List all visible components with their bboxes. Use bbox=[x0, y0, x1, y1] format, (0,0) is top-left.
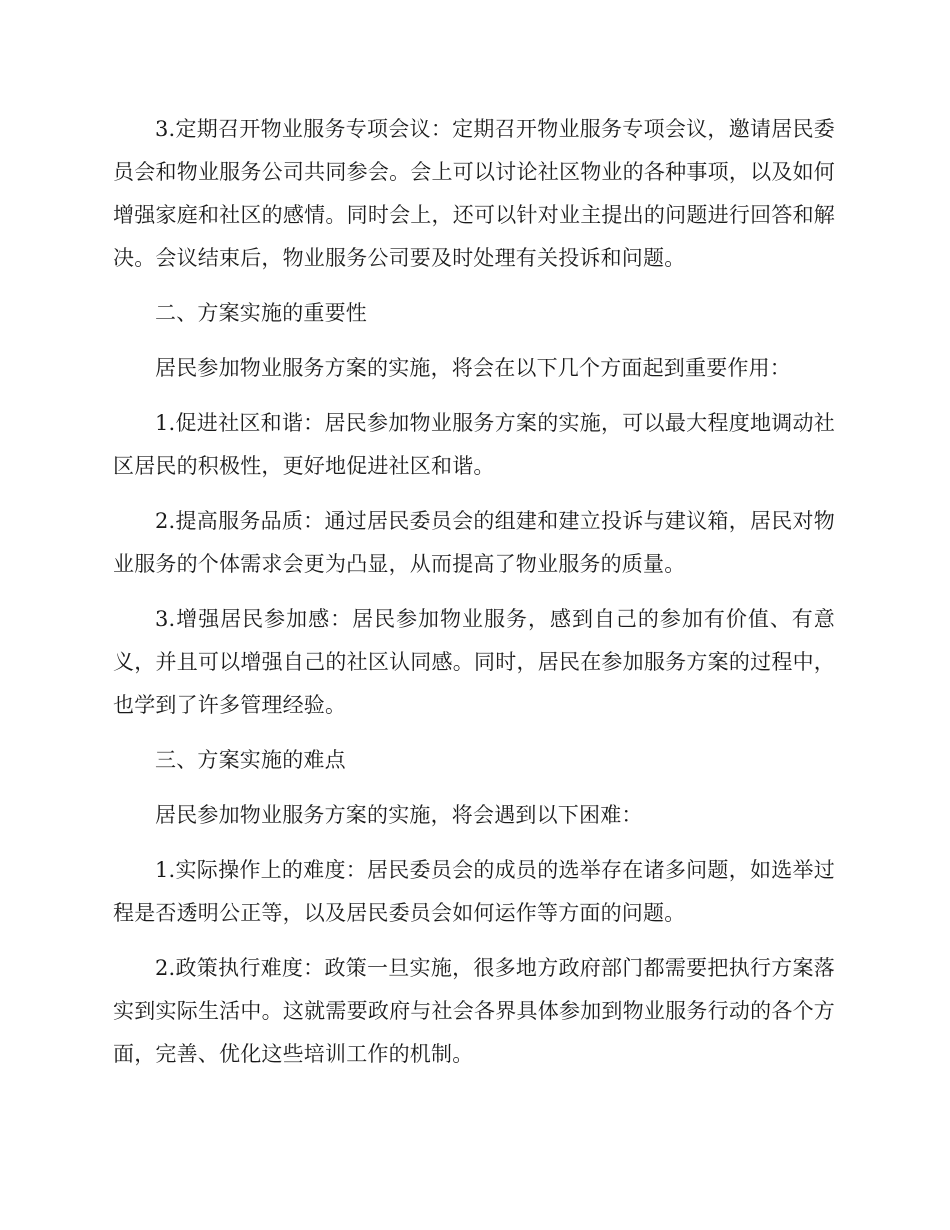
document-body bbox=[113, 108, 835, 1088]
section-heading-importance: 二、方案实施的重要性 bbox=[155, 301, 367, 325]
paragraph-importance-intro: 居民参加物业服务方案的实施，将会在以下几个方面起到重要作用： bbox=[155, 356, 791, 380]
paragraph-harmony: 1.促进社区和谐：居民参加物业服务方案的实施，可以最大程度地调动社区居民的积极性，更好地促进社区和谐。 bbox=[113, 411, 835, 478]
paragraph-quality: 2.提高服务品质：通过居民委员会的组建和建立投诉与建议箱，居民对物业服务的个体需求会更为凸显，从而提高了物业服务的质量。 bbox=[113, 509, 835, 576]
paragraph-difficulties-intro: 居民参加物业服务方案的实施，将会遇到以下困难： bbox=[155, 803, 643, 827]
paragraph-policy: 2.政策执行难度：政策一旦实施，很多地方政府部门都需要把执行方案落实到实际生活中。这就需要政府与社会各界具体参加到物业服务行动的各个方面，完善、优化这些培训工作的机制。 bbox=[113, 956, 835, 1066]
paragraph-participation: 3.增强居民参加感：居民参加物业服务，感到自己的参加有价值、有意义，并且可以增强自己的社区认同感。同时，居民在参加服务方案的过程中，也学到了许多管理经验。 bbox=[113, 607, 835, 717]
paragraph-operation: 1.实际操作上的难度：居民委员会的成员的选举存在诸多问题，如选举过程是否透明公正等，以及居民委员会如何运作等方面的问题。 bbox=[113, 858, 835, 925]
paragraph-meeting: 3.定期召开物业服务专项会议：定期召开物业服务专项会议，邀请居民委员会和物业服务公司共同参会。会上可以讨论社区物业的各种事项，以及如何增强家庭和社区的感情。同时会上，还可以针对业主提出的问题进行回答和解决。会议结束后，物业服务公司要及时处理有关投诉和问题。 bbox=[113, 117, 835, 270]
section-heading-difficulties: 三、方案实施的难点 bbox=[155, 748, 346, 772]
